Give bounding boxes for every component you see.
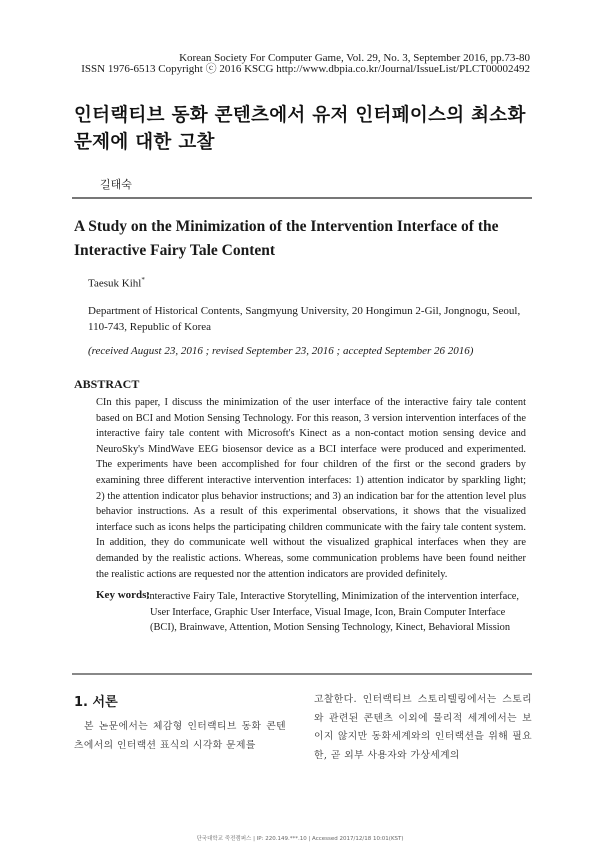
korean-author: 길태숙 <box>100 178 132 191</box>
title-divider <box>72 197 532 199</box>
affiliation: Department of Historical Contents, Sangmyung University, 20 Hongimun 2-Gil, Jongnogu, Seoul, 110-743, Republic of Korea <box>88 305 521 333</box>
abstract-text: CIn this paper, I discuss the minimization of the user interface of the interactive fairy tale content based on BCI and Motion Sensing Technology. For this reason, 3 version intervention interfaces of the interactive fairy tale content with Microsoft's Kinect as a non-contact motion sensing device and NeuroSky's MindWave EEG biosensor device as a BCI interface were produced and experimented. The experiments have been accomplished for four children of the first or the second graders by examining three different interactive intervention interfaces: 1) attention indicator by sparkling light; 2) the attention indicator plus behavior instructions; and 3) an indication bar for the attention level plus behavior instructions. As a result of this experimental observations, it shows that the visualized interface such as icons helps the participating children communicate with the fairy tale content system. In addition, they do communicate well without the visualized graphical interfaces when they are demanded by the realistic actions. Whereas, some communication problems have been found neither the realistic actions are requested nor the attention indicators are provided definitely. <box>96 397 526 580</box>
korean-title: 인터랙티브 동화 콘텐츠에서 유저 인터페이스의 최소화 문제에 대한 고찰 <box>74 105 526 153</box>
journal-citation: Korean Society For Computer Game, Vol. 29, No. 3, September 2016, pp.73-80 <box>179 52 530 64</box>
keywords-label: Key words: <box>96 589 151 601</box>
author-mark: * <box>141 276 145 284</box>
body-left-column: 본 논문에서는 체감형 인터랙티브 동화 콘텐츠에서의 인터랙션 표식의 시각화 문제를 <box>74 721 286 751</box>
author-name: Taesuk Kihl <box>88 277 142 290</box>
english-author <box>88 276 145 290</box>
body-right-column: 고찰한다. 인터랙티브 스토리텔링에서는 스토리와 관련된 콘텐츠 이외에 물리적 세계에서는 보이지 않지만 동화세계와의 인터랙션을 위해 필요한, 곧 외부 사용자와 가상세계의 <box>314 694 532 761</box>
received-dates: (received August 23, 2016 ; revised September 23, 2016 ; accepted September 26 2016) <box>88 345 474 357</box>
english-title: A Study on the Minimization of the Intervention Interface of the Interactive Fairy Tale Content <box>74 218 499 259</box>
abstract-divider <box>72 673 532 675</box>
section-heading: 1. 서론 <box>74 695 118 710</box>
journal-issn: ISSN 1976-6513 Copyright ⓒ 2016 KSCG http://www.dbpia.co.kr/Journal/IssueList/PLCT00002492 <box>81 63 530 75</box>
abstract-heading: ABSTRACT <box>74 377 140 391</box>
keywords-text: Interactive Fairy Tale, Interactive Storytelling, Minimization of the intervention interface, User Interface, Graphic User Interface, Visual Image, Icon, Brain Computer Interface (BCI), Brainwave, Attention, Motion Sensing Technology, Kinect, Behavioral Mission <box>146 591 520 633</box>
access-footer: 단국대학교 죽전캠퍼스 | IP: 220.149.***.10 | Accessed 2017/12/18 10:01(KST) <box>196 836 404 842</box>
